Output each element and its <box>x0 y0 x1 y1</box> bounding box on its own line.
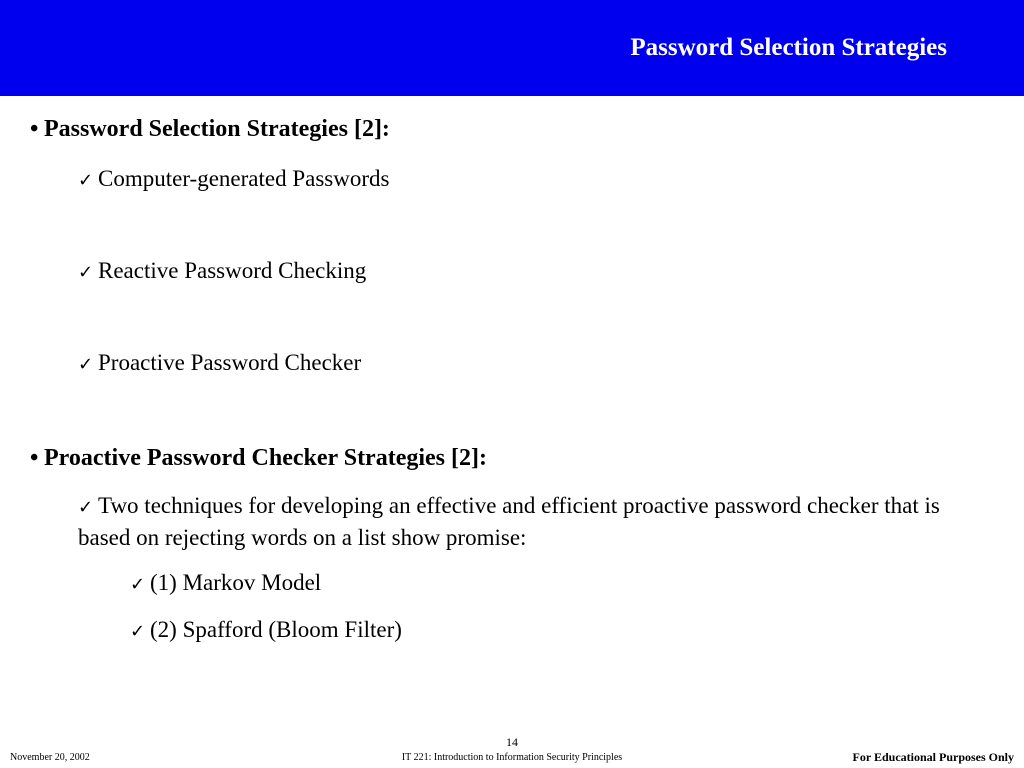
sub-item-spafford <box>130 617 402 643</box>
bullet-icon: • <box>30 116 39 142</box>
page-number: 14 <box>506 735 518 749</box>
list-item-text: Computer-generated Passwords <box>98 166 390 191</box>
sub-item-text: (1) Markov Model <box>150 570 322 595</box>
section-heading-password-selection <box>30 116 390 143</box>
list-item-text: Reactive Password Checking <box>98 258 367 283</box>
section-heading-text: Password Selection Strategies [2]: <box>44 116 390 142</box>
checkmark-icon: ✓ <box>130 621 146 642</box>
list-item-two-techniques <box>78 491 978 553</box>
checkmark-icon: ✓ <box>78 262 94 283</box>
checkmark-icon: ✓ <box>78 170 94 191</box>
list-item-text: Two techniques for developing an effective and efficient proactive password checker that is based on rejecting words on a list show promise: <box>78 493 940 550</box>
section-heading-proactive-strategies <box>30 445 487 472</box>
list-item-computer-generated <box>78 166 389 192</box>
list-item-text: Proactive Password Checker <box>98 350 362 375</box>
footer-course-title: IT 221: Introduction to Information Security Principles <box>401 752 623 763</box>
sub-item-markov-model <box>130 570 321 596</box>
slide-title: Password Selection Strategies <box>630 34 947 61</box>
section-heading-text: Proactive Password Checker Strategies [2]: <box>44 445 487 471</box>
footer-notice: For Educational Purposes Only <box>852 750 1014 764</box>
checkmark-icon: ✓ <box>78 354 94 375</box>
sub-item-text: (2) Spafford (Bloom Filter) <box>150 617 402 642</box>
checkmark-icon: ✓ <box>130 574 146 595</box>
bullet-icon: • <box>30 445 39 471</box>
checkmark-icon: ✓ <box>78 497 94 518</box>
footer-date: November 20, 2002 <box>10 752 90 763</box>
list-item-reactive-checking <box>78 258 366 284</box>
list-item-proactive-checker <box>78 350 361 376</box>
